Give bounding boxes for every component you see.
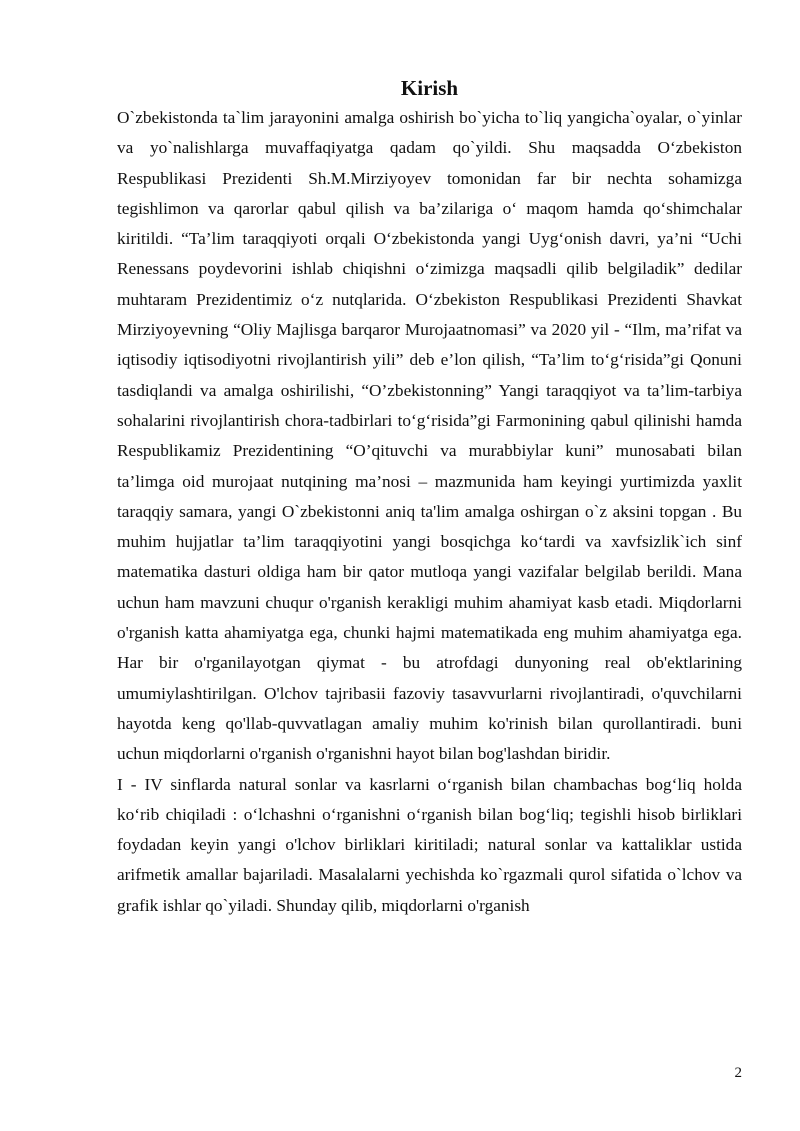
document-page [117, 74, 742, 921]
body-paragraph: O`zbekistonda ta`lim jarayonini amalga oshirish bo`yicha to`liq yangicha`oyalar, o`yinlar va yo`nalishlarga muvaffaqiyatga qadam qo`yildi. Shu maqsadda O‘zbekiston Respublikasi Prezidenti Sh.M.Mirziyoyev tomonidan far bir nechta sohamizga tegishlimon va qarorlar qabul qilish va ba’zilariga o‘ maqom hamda qo‘shimchalar kiritildi. “Ta’lim taraqqiyoti orqali O‘zbekistonda yangi Uyg‘onish davri, ya’ni “Uchi Renessans poydevorini ishlab chiqishni o‘zimizga maqsadli qilib belgiladik” dedilar muhtaram Prezidentimiz o‘z nutqlarida. O‘zbekiston Respublikasi Prezidenti Shavkat Mirziyoyevning “Oliy Majlisga barqaror Murojaatnomasi” va 2020 yil - “Ilm, ma’rifat va iqtisodiy iqtisodiyotni rivojlantirish yili” deb e’lon qilish, “Ta’lim to‘g‘risida”gi Qonuni tasdiqlandi va amalga oshirilishi, “O’zbekistonning” Yangi taraqqiyot va ta’lim-tarbiya sohalarini rivojlantirish chora-tadbirlari to‘g‘risida”gi Farmonining qabul qilinishi hamda Respublikamiz Prezidentining “O’qituvchi va murabbiylar kuni” munosabati bilan ta’limga oid murojaat nutqining ma’nosi – mazmunida ham keyingi yurtimizda yaxlit taraqqiy samara, yangi O`zbekistonni aniq ta'lim amalga oshirgan o`z aksini topgan . Bu muhim hujjatlar ta’lim taraqqiyotini yangi bosqichga ko‘tardi va xavfsizlik`ich sinf matematika dasturi oldiga ham bir qator mutloqa yangi vazifalar belgilab berildi. Mana uchun ham mavzuni chuqur o'rganish kerakligi muhim ahamiyat kasb etadi. Miqdorlarni o'rganish katta ahamiyatga ega, chunki hajmi matematikada eng muhim ahamiyatga ega. Har bir o'rganilayotgan qiymat - bu atrofdagi dunyoning real ob'ektlarining umumiylashtirilgan. O'lchov tajribasii fazoviy tasavvurlarni rivojlantiradi, o'quvchilarni hayotda keng qo'llab-quvvatlagan amaliy muhim ko'rinish bilan qurollantiradi. buni uchun miqdorlarni o'rganish o'rganishni hayot bilan bog'lashdan biridir. [117, 108, 742, 764]
page-title: Kirish [400, 76, 459, 100]
body-paragraph: I - IV sinflarda natural sonlar va kasrlarni o‘rganish bilan chambachas bog‘liq holda ko‘rib chiqiladi : o‘lchashni o‘rganishni o‘rganish bilan bog‘liq; tegishli hisob birliklari foydadan keyin yangi o'lchov birliklari kiritiladi; natural sonlar va kattaliklar ustida arifmetik amallar bajariladi. Masalalarni yechishda ko`rgazmali qurol sifatida o`lchov va grafik ishlar qo`yiladi. Shunday qilib, miqdorlarni o'rganish [117, 774, 742, 915]
page-number: 2 [734, 1065, 742, 1081]
